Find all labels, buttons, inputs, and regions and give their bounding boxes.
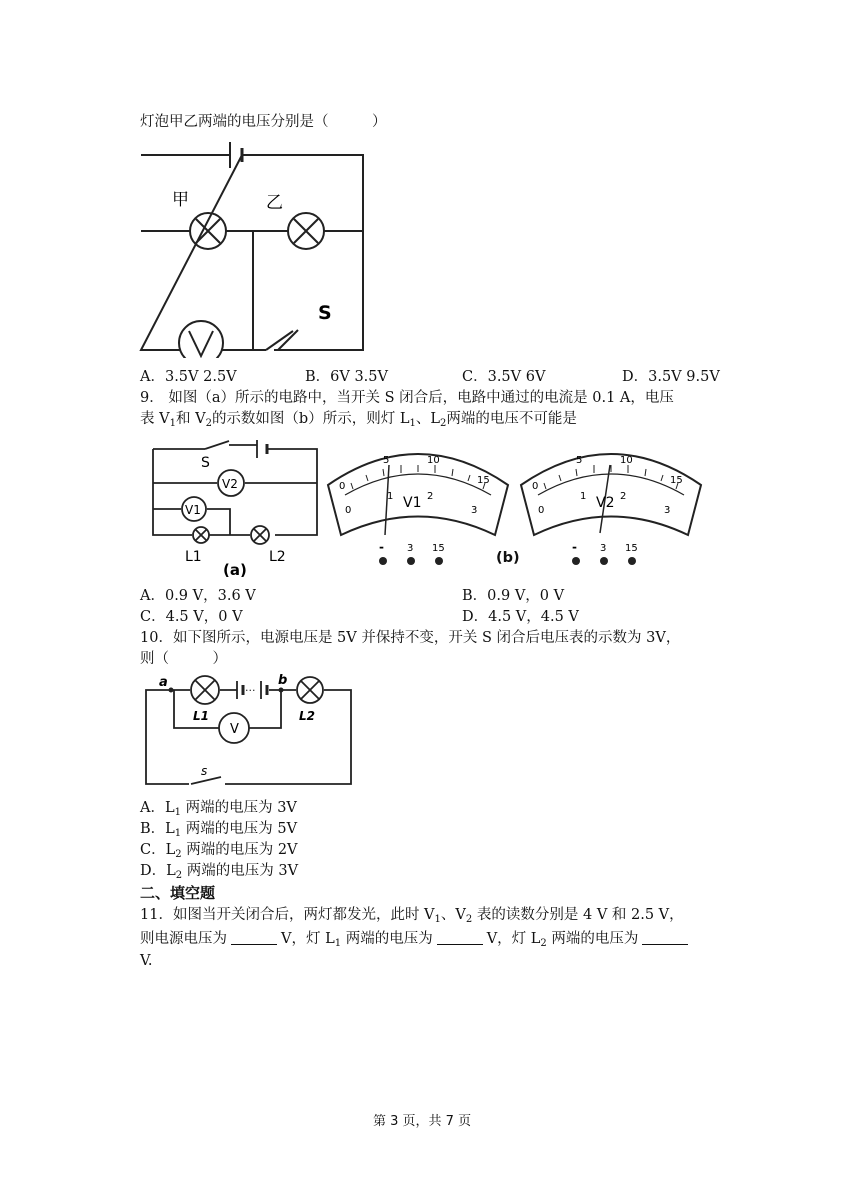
q9a-v1-label: V1: [185, 503, 201, 517]
v2-terminal-neg: -: [572, 540, 577, 554]
q8-option-b: B．6V 3.5V: [305, 369, 388, 385]
q8-circuit-diagram: [138, 138, 378, 358]
svg-text:···: ···: [245, 684, 256, 697]
q8-switch-label: S: [318, 302, 332, 324]
q9a-v2-label: V2: [222, 477, 238, 491]
q8-option-c: C．3.5V 6V: [462, 369, 546, 385]
q8-option-a: A．3.5V 2.5V: [140, 369, 237, 385]
q10-option-c: C．$L_2$ 两端的电压为 2V: [140, 842, 298, 860]
q8-stem: 灯泡甲乙两端的电压分别是（ ）: [140, 114, 387, 130]
q9-option-a: A．0.9 V，3.6 V: [140, 588, 256, 604]
v2-scale-bot-0: 0: [538, 505, 545, 516]
q8-lamp2-label: 乙: [266, 193, 283, 213]
q8-lamp1-label: 甲: [172, 190, 189, 210]
q11-line2: 则电源电压为 V，灯 $L_1$ 两端的电压为 V，灯 $L_2$ 两端的电压为: [140, 929, 692, 954]
v1-terminal-neg: -: [379, 540, 384, 554]
v1-scale-top-15: 15: [477, 475, 490, 486]
q9-option-b: B．0.9 V，0 V: [462, 588, 565, 604]
q10-l2-label: L2: [299, 709, 315, 723]
section-heading: 二、填空题: [140, 884, 216, 902]
q10-switch-label: s: [201, 764, 208, 778]
v1-terminal-3: 3: [407, 543, 414, 554]
v2-meter-label: V2: [596, 495, 615, 511]
q11-line3: V.: [140, 953, 153, 969]
q11-blank-3[interactable]: [642, 930, 688, 945]
q11-blank-1[interactable]: [231, 930, 277, 945]
v1-scale-top-0: 0: [339, 481, 346, 492]
v2-scale-top-5: 5: [576, 455, 583, 466]
q10-option-b: B．$L_1$ 两端的电压为 5V: [140, 821, 298, 839]
q9b-caption: (b): [496, 550, 520, 566]
v2-scale-bot-2: 2: [620, 491, 627, 502]
q10-line1: 10．如下图所示，电源电压是 5V 并保持不变，开关 S 闭合后电压表的示数为 3V，: [140, 630, 681, 646]
v1-terminal-15: 15: [432, 543, 445, 554]
q9-circuit-a: [145, 437, 320, 582]
v2-terminal-15: 15: [625, 543, 638, 554]
v1-meter-label: V1: [403, 495, 422, 511]
v2-terminal-3: 3: [600, 543, 607, 554]
q10-node-b: b: [278, 673, 288, 688]
q9a-l2-label: L2: [269, 549, 286, 565]
q9-option-d: D．4.5 V，4.5 V: [462, 609, 579, 625]
v2-scale-top-15: 15: [670, 475, 683, 486]
q10-meter-label: V: [230, 722, 239, 737]
q10-l1-label: L1: [193, 709, 209, 723]
q11-blank-2[interactable]: [437, 930, 483, 945]
q9-line2: 表 $V_1$和 $V_2$的示数如图（b）所示，则灯 $L_1$、$L_2$两端的电压不可能是: [140, 411, 577, 429]
q10-line2: 则（ ）: [140, 651, 227, 667]
q9-line1: 9． 如图（a）所示的电路中，当开关 S 闭合后，电路中通过的电流是 0.1 A，电压: [140, 390, 674, 406]
q9-meter-v2: [516, 443, 706, 573]
q9a-caption: (a): [223, 561, 247, 579]
page-footer: 第 3 页，共 7 页: [373, 1114, 472, 1129]
v1-scale-top-10: 10: [427, 455, 440, 466]
v1-scale-bot-0: 0: [345, 505, 352, 516]
v1-scale-bot-3: 3: [471, 505, 478, 516]
v1-scale-top-5: 5: [383, 455, 390, 466]
q10-circuit-diagram: [141, 672, 359, 790]
q10-node-a: a: [159, 675, 168, 690]
v2-scale-bot-1: 1: [580, 491, 587, 502]
q10-option-d: D．$L_2$ 两端的电压为 3V: [140, 863, 299, 881]
q10-option-a: A．$L_1$ 两端的电压为 3V: [140, 800, 297, 818]
v1-scale-bot-2: 2: [427, 491, 434, 502]
q8-option-d: D．3.5V 9.5V: [622, 369, 720, 385]
v1-scale-bot-1: 1: [387, 491, 394, 502]
q9a-switch-label: S: [201, 455, 210, 471]
v2-scale-bot-3: 3: [664, 505, 671, 516]
v2-scale-top-0: 0: [532, 481, 539, 492]
q11-line1: 11．如图当开关闭合后，两灯都发光，此时 $V_1$、$V_2$ 表的读数分别是 4 V 和 2.5 V，: [140, 907, 684, 925]
q9a-l1-label: L1: [185, 549, 202, 565]
q9-meter-v1: [323, 443, 513, 573]
q9-option-c: C．4.5 V，0 V: [140, 609, 243, 625]
v2-scale-top-10: 10: [620, 455, 633, 466]
